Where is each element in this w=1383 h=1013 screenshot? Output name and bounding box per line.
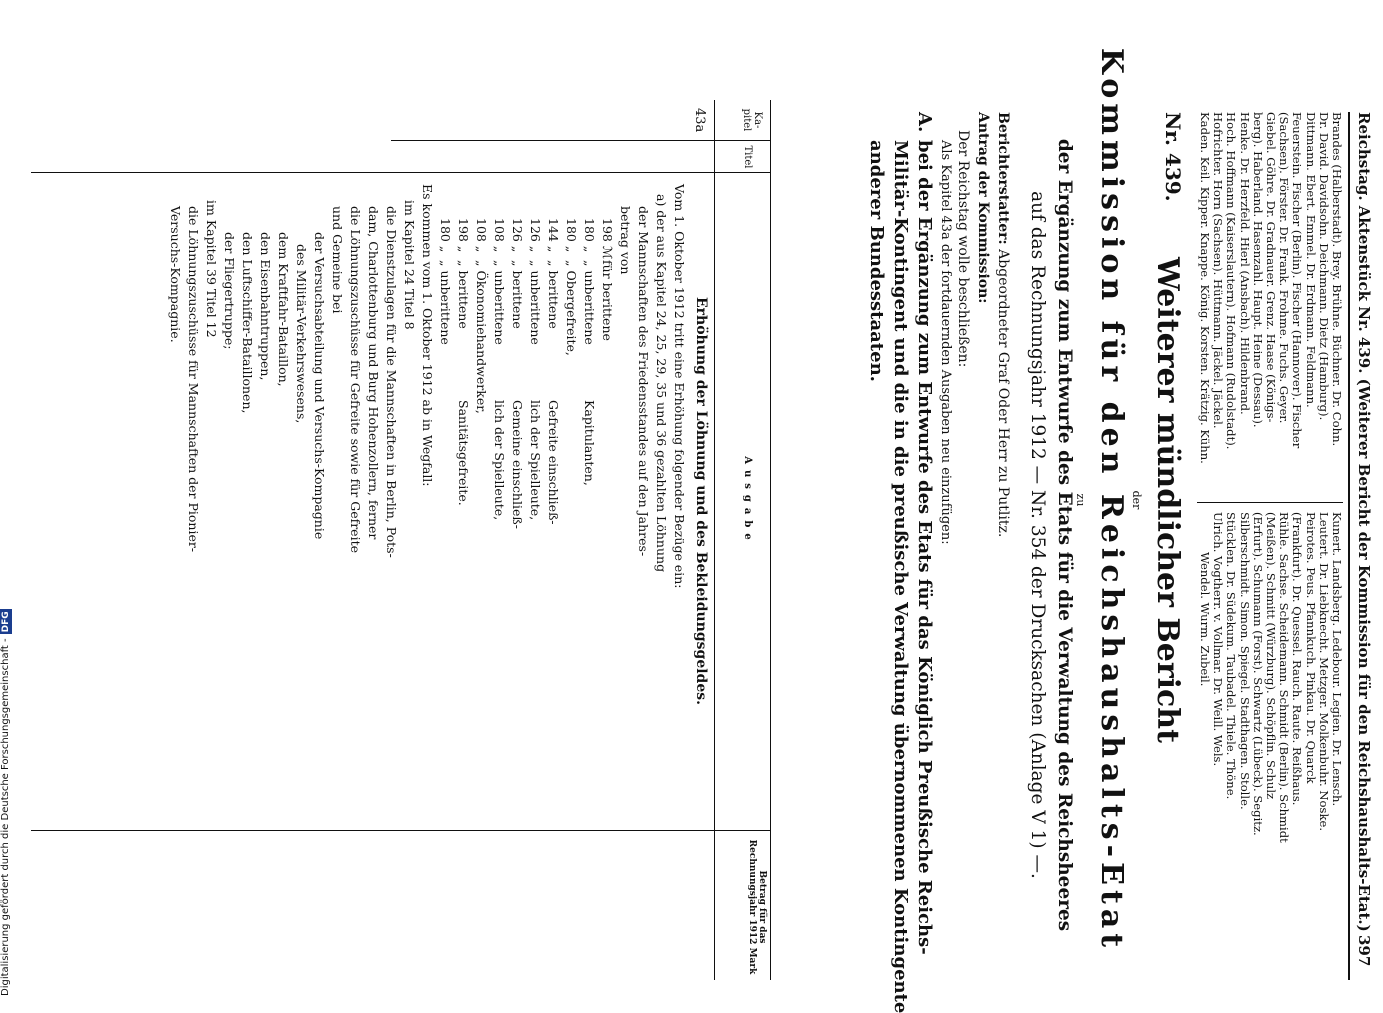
title-zu: zu	[1074, 493, 1087, 507]
member-list-left	[1198, 112, 1343, 502]
document-number: Nr. 439.	[1161, 112, 1185, 202]
col-header-betrag: Betrag für das Rechnungsjahr 1912 Mark	[747, 839, 767, 975]
table-text: dem Kraftfahr-Bataillon,	[276, 232, 291, 387]
table-text: Vom 1. Oktober 1912 tritt eine Erhöhung folgender Bezüge ein:	[672, 184, 687, 589]
member-line: Brandes (Halberstadt). Brey. Brühne. Büchner. Dr. Cohn.	[1330, 112, 1344, 447]
table-text: die Löhnungszuschüsse für Gefreite sowie für Gefreite	[348, 206, 363, 554]
member-line: Stücklen. Dr. Südekum. Taubadel. Thiele. Thöne.	[1224, 512, 1239, 800]
section-a-line-1: bei der Ergänzung zum Entwurfe des Etats für das Königlich Preußische Reichs-	[914, 140, 935, 955]
table-top-rule	[770, 100, 771, 980]
member-line: Leutert. Dr. Liebknecht. Metzger. Molkenbuhr. Noske.	[1316, 512, 1331, 832]
table-text: der Versuchsabteilung und Versuchs-Kompagnie	[312, 232, 327, 540]
member-line: (Sachsen). Förster. Dr. Frank. Frohme. Fuchs. Geyer.	[1277, 112, 1292, 424]
col-header-ausgabe: Ausgabe	[742, 456, 753, 546]
member-line: Kunert. Landsberg. Ledebour. Legien. Dr. Lensch.	[1330, 512, 1344, 807]
table-col-rule	[391, 140, 771, 141]
table-col-rule	[31, 830, 771, 831]
pay-row: 198 „„ beritteneSanitätsgefreite.	[456, 218, 471, 506]
member-line: Giebel. Göhre. Dr. Gradnauer. Grenz. Haase (Königs-	[1263, 112, 1278, 423]
table-text: a) der aus Kapitel 24, 25, 29, 35 und 36 gezahlten Löhnung	[654, 194, 669, 573]
pay-row: 108 „„ unberittenelich der Spielleute,	[492, 218, 507, 521]
member-line: Ulrich. Vogtherr. v. Vollmar. Dr. Weill. Wels.	[1211, 512, 1226, 767]
pay-row: 180 „„ Obergefreite,	[564, 218, 579, 356]
table-text: Versuchs-Kompagnie.	[168, 206, 183, 343]
table-text: betrag von	[618, 206, 633, 275]
table-text: im Kapitel 39 Titel 12	[204, 200, 219, 338]
subtitle-line-1: der Ergänzung zum Entwurfe des Etats für die Verwaltung des Reichsheeres	[1054, 138, 1075, 932]
member-list-right	[1198, 512, 1343, 932]
kapitel-43a: 43a	[692, 108, 707, 133]
member-line: Dittmann. Ebert. Emmel. Dr. Erdmann. Feldmann.	[1303, 112, 1318, 408]
member-line: Wendel. Wurm. Zubeil.	[1197, 552, 1212, 687]
reporter-name: Abgeordneter Graf Oder Herr zu Putlitz.	[995, 249, 1011, 538]
reporter	[995, 112, 1011, 537]
page-number: 397	[1355, 935, 1373, 967]
member-line: (Erfurt). Schumann (Forst). Schwartz (Lübeck). Segitz.	[1250, 512, 1265, 836]
member-line: Peirotes. Peus. Pfannkuch. Pinkau. Dr. Quarck	[1303, 512, 1318, 784]
reporter-label: Berichterstatter:	[995, 112, 1011, 245]
member-line: (Meißen). Schmitt (Würzburg). Schöpflin. Schulz	[1263, 512, 1278, 800]
pay-row: 180 „„ unberitteneKapitulanten,	[582, 218, 597, 486]
table-text: den Eisenbahntruppen,	[258, 232, 273, 381]
subtitle-line-2: auf das Rechnungsjahr 1912 — Nr. 354 der Drucksachen (Anlage V 1) —.	[1027, 191, 1048, 879]
section-a-line-2: Militär-Kontingent und die in die preußische Verwaltung übernommenen Kontingente	[890, 140, 911, 1013]
pay-row: 126 „„ beritteneGemeine einschließ-	[510, 218, 525, 529]
member-line: (Frankfurt). Dr. Quessel. Rauch. Raute. Reißhaus.	[1290, 512, 1305, 806]
section-a-label: A.	[914, 112, 935, 133]
member-line: Rühle. Sachse. Scheidemann. Schmidt (Berlin). Schmidt	[1277, 512, 1292, 843]
pay-row: 198 ℳfür berittene	[600, 218, 615, 341]
section-a-line-3: anderer Bundesstaaten.	[866, 140, 887, 382]
header-rule	[1348, 112, 1350, 980]
member-line: Hoch. Hoffmann (Kaiserslautern). Hofmann (Rudolstadt).	[1224, 112, 1239, 450]
column-divider	[1197, 502, 1343, 503]
table-header-rule	[714, 100, 715, 980]
footer-text: Digitalisierung gefördert durch die Deutsche Forschungsgemeinschaft -	[0, 638, 11, 996]
member-line: Henke. Dr. Herzfeld. Hierl (Ansbach). Hildenbrand.	[1237, 112, 1252, 415]
insert-chapter: Als Kapitel 43a der fortdauernden Ausgaben neu einzufügen:	[938, 140, 953, 545]
table-text: und Gemeine bei	[330, 206, 345, 314]
table-text: der Fliegertruppe;	[222, 232, 237, 350]
table-text: des Militär-Verkehrswesens,	[294, 244, 309, 424]
table-text: im Kapitel 24 Titel 8	[402, 200, 417, 330]
title-der: der	[1130, 490, 1143, 510]
member-line: Kaden. Keil. Kipper. Knappe. König. Korsten. Krätzig. Kühn.	[1197, 112, 1212, 464]
col-header-titel: Titel	[742, 145, 753, 169]
member-line: Feuerstein. Fischer (Berlin). Fischer (Hannover). Fischer	[1290, 112, 1305, 449]
pay-row: 108 „„ Ökonomiehandwerker,	[474, 218, 489, 414]
dfg-logo: DFG	[1, 611, 11, 633]
running-header: Reichstag. Aktenstück Nr. 439. (Weiterer Bericht der Kommission für den Reichshaushalts-Etat.)	[1355, 112, 1373, 932]
motion-text: Der Reichstag wolle beschließen:	[955, 130, 971, 368]
table-text: Es kommen vom 1. Oktober 1912 ab in Wegfall:	[420, 184, 435, 487]
member-line: Dr. David. Davidsohn. Deichmann. Dietz (Hamburg).	[1316, 112, 1331, 421]
pay-row: 144 „„ beritteneGefreite einschließ-	[546, 218, 561, 525]
table-section-heading: Erhöhung der Löhnung und des Bekleidungsgeldes.	[693, 296, 709, 705]
digitization-footer	[2, 376, 18, 996]
member-line: Hofrichter. Horn (Sachsen). Hüttmann. Jäckel. Jäckel.	[1211, 112, 1226, 429]
col-header-kapitel: Ka-pitel	[741, 108, 763, 132]
motion-label: Antrag der Kommission:	[975, 112, 991, 304]
table-text: die Löhnungszuschüsse für Mannschaften der Pionier-	[186, 206, 201, 553]
table-text: der Mannschaften des Friedensstandes auf den Jahres-	[636, 206, 651, 557]
commission-title: Kommission für den Reichshaushalts-Etat	[1094, 47, 1129, 953]
pay-row: 126 „„ unberittenelich der Spielleute,	[528, 218, 543, 521]
report-title: Weiterer mündlicher Bericht	[1150, 257, 1185, 743]
table-text: dam, Charlottenburg und Burg Hohenzollern, ferner	[366, 206, 381, 540]
table-text: die Dienstzulagen für die Mannschaften in Berlin, Pots-	[384, 206, 399, 558]
table-col-rule	[31, 172, 771, 173]
member-line: Silberschmidt. Simon. Spiegel. Stadthagen. Stolle.	[1237, 512, 1252, 810]
member-line: berg). Haberland. Hasenzahl. Haupt. Heine (Dessau).	[1250, 112, 1265, 428]
table-text: den Luftschiffer-Bataillonen,	[240, 232, 255, 414]
pay-row: 180 „„ unberittene	[438, 218, 453, 345]
